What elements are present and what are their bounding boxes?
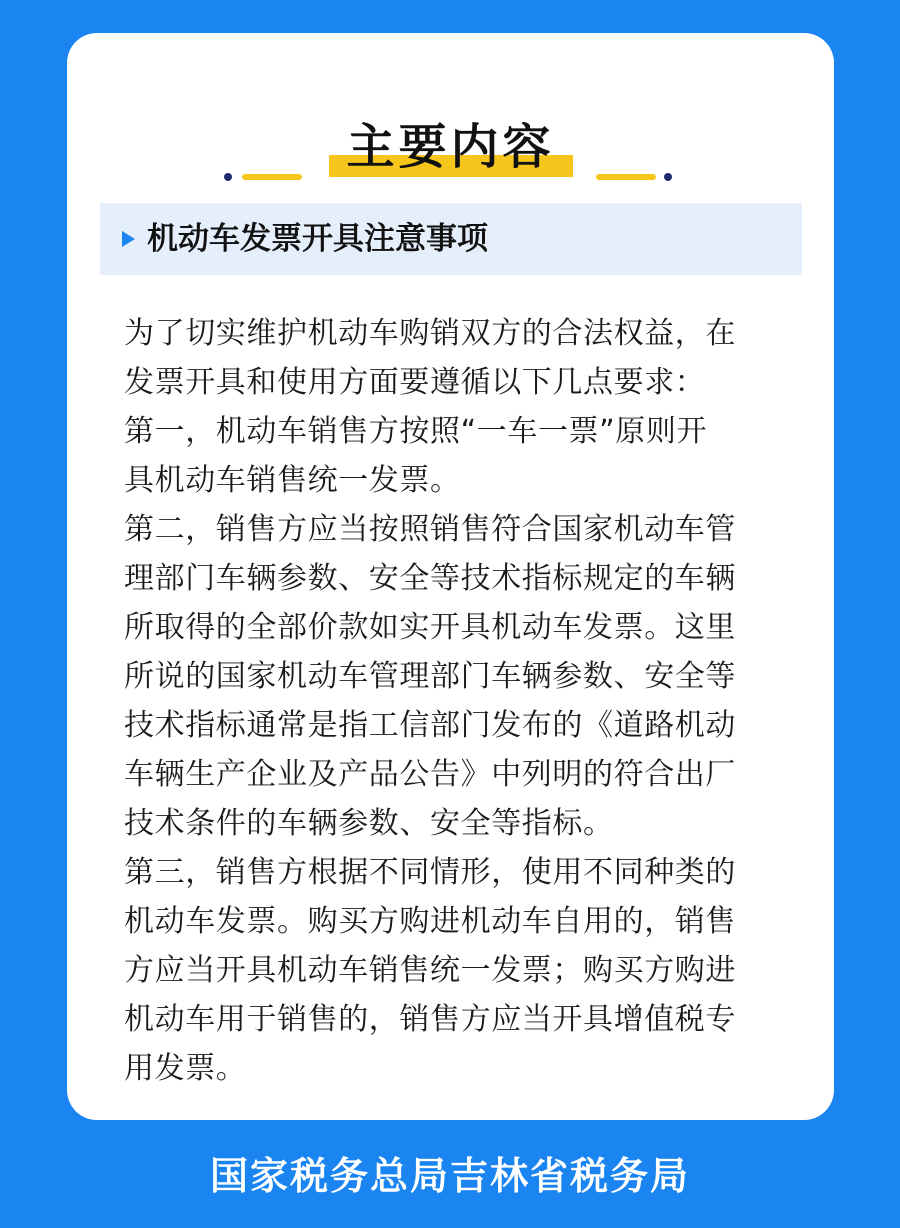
body-text	[124, 309, 780, 1093]
text-line: 为了切实维护机动车购销双方的合法权益，在	[124, 316, 736, 351]
footer-organization: 国家税务总局吉林省税务局	[209, 1154, 690, 1198]
text-line: 机动车用于销售的，销售方应当开具增值税专	[124, 1002, 736, 1037]
text-line: 机动车发票。购买方购进机动车自用的，销售	[124, 904, 736, 939]
text-line: 技术指标通常是指工信部门发布的《道路机动	[124, 708, 736, 743]
text-line: 第二，销售方应当按照销售符合国家机动车管	[124, 512, 736, 547]
content-card	[67, 33, 834, 1120]
decoration-dot	[224, 173, 232, 181]
text-line: 技术条件的车辆参数、安全等指标。	[124, 806, 614, 841]
title-decoration-left	[224, 172, 308, 182]
title-block	[67, 111, 834, 191]
section-title: 机动车发票开具注意事项	[147, 221, 488, 257]
triangle-right-icon	[122, 231, 135, 247]
text-line: 所说的国家机动车管理部门车辆参数、安全等	[124, 659, 736, 694]
text-line: 具机动车销售统一发票。	[124, 463, 461, 498]
text-line: 理部门车辆参数、安全等技术指标规定的车辆	[124, 561, 736, 596]
decoration-bar	[242, 174, 302, 180]
text-line: 第三，销售方根据不同情形，使用不同种类的	[124, 855, 736, 890]
text-line: 车辆生产企业及产品公告》中列明的符合出厂	[124, 757, 736, 792]
text-line: 所取得的全部价款如实开具机动车发票。这里	[124, 610, 736, 645]
decoration-dot	[664, 173, 672, 181]
title-decoration-right	[596, 172, 680, 182]
text-line: 第一，机动车销售方按照“一车一票”原则开	[124, 414, 708, 449]
text-line: 发票开具和使用方面要遵循以下几点要求：	[124, 365, 706, 400]
decoration-bar	[596, 174, 656, 180]
text-line: 用发票。	[124, 1051, 247, 1086]
text-line: 方应当开具机动车销售统一发票；购买方购进	[124, 953, 736, 988]
page-title: 主要内容	[346, 119, 555, 175]
section-header	[100, 203, 802, 275]
